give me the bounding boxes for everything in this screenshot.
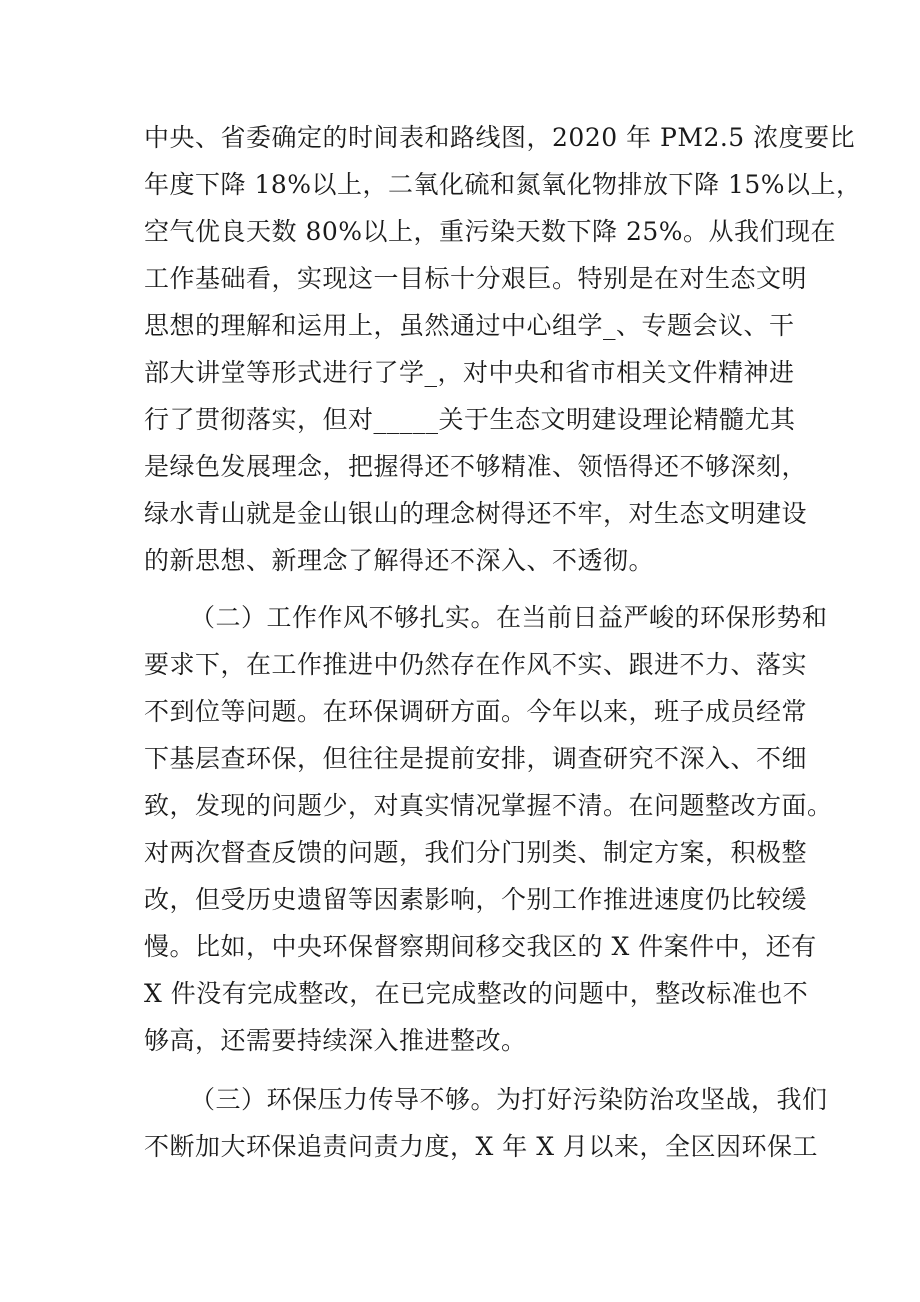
paragraph-line: 不断加大环保追责问责力度，X 年 X 月以来，全区因环保工 <box>144 1132 818 1161</box>
paragraph-line: 要求下，在工作推进中仍然存在作风不实、跟进不力、落实 <box>144 650 808 679</box>
paragraph-line: 行了贯彻落实，但对_____关于生态文明建设理论精髓尤其 <box>144 405 796 434</box>
paragraph-line: 年度下降 18%以上，二氧化硫和氮氧化物排放下降 15%以上， <box>144 170 862 199</box>
paragraph-line: 绿水青山就是金山银山的理念树得还不牢，对生态文明建设 <box>144 499 808 528</box>
paragraph-line: 致，发现的问题少，对真实情况掌握不清。在问题整改方面。 <box>144 791 833 820</box>
paragraph-line: 慢。比如，中央环保督察期间移交我区的 X 件案件中，还有 <box>144 932 817 961</box>
paragraph-line: 思想的理解和运用上，虽然通过中心组学_、专题会议、干 <box>144 311 795 340</box>
paragraph-line: 部大讲堂等形式进行了学_，对中央和省市相关文件精神进 <box>144 358 795 387</box>
paragraph-line: 改，但受历史遗留等因素影响，个别工作推进速度仍比较缓 <box>144 885 808 914</box>
paragraph-line: 工作基础看，实现这一目标十分艰巨。特别是在对生态文明 <box>144 264 808 293</box>
paragraph-line: 不到位等问题。在环保调研方面。今年以来，班子成员经常 <box>144 697 808 726</box>
paragraph-line: 空气优良天数 80%以上，重污染天数下降 25%。从我们现在 <box>144 217 837 246</box>
paragraph-line: 对两次督查反馈的问题，我们分门别类、制定方案，积极整 <box>144 838 808 867</box>
paragraph-line: 的新思想、新理念了解得还不深入、不透彻。 <box>144 546 655 575</box>
section-heading-line: （三）环保压力传导不够。为打好污染防治攻坚战，我们 <box>190 1085 828 1114</box>
paragraph-line: 够高，还需要持续深入推进整改。 <box>144 1026 527 1055</box>
section-heading-line: （二）工作作风不够扎实。在当前日益严峻的环保形势和 <box>190 603 828 632</box>
paragraph-line: 是绿色发展理念，把握得还不够精准、领悟得还不够深刻， <box>144 452 808 481</box>
paragraph-line: 中央、省委确定的时间表和路线图，2020 年 PM2.5 浓度要比 <box>144 123 856 152</box>
paragraph-line: 下基层查环保，但往往是提前安排，调查研究不深入、不细 <box>144 744 808 773</box>
paragraph-line: X 件没有完成整改，在已完成整改的问题中，整改标准也不 <box>144 979 809 1008</box>
